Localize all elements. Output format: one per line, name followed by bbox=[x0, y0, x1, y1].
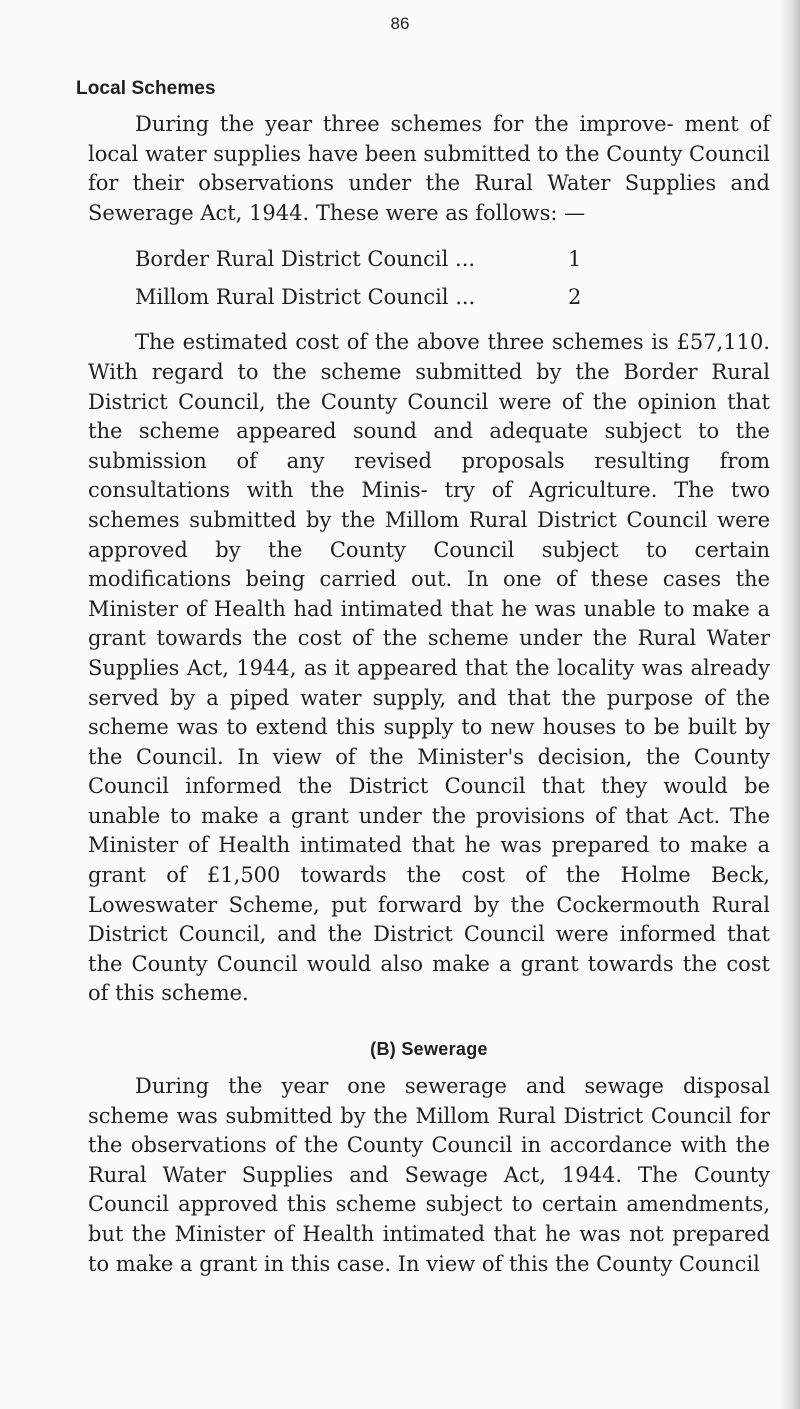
local-schemes-intro: During the year three schemes for the improve- ment of local water supplies have been submitted to the County Council for their observations under the Rural Water Supplies and Sewerage Act, 1944. These were as follows: — bbox=[88, 112, 770, 225]
sewerage-heading: (B) Sewerage bbox=[370, 1039, 488, 1060]
sewerage-body: During the year one sewerage and sewage disposal scheme was submitted by the Millom Rural District Council for the observations of the County Council in accordance with the Rural Water Supplies and Sewage Act, 1944. The County Council approved this scheme subject to certain amendments, but the Minister of Health intimated that he was not prepared to make a grant in this case. In view of this the County Council bbox=[88, 1074, 770, 1276]
list-item bbox=[88, 278, 770, 316]
page-content bbox=[76, 78, 770, 1279]
list-item bbox=[88, 240, 770, 278]
local-schemes-heading: Local Schemes bbox=[76, 78, 216, 99]
page-edge-shadow bbox=[778, 0, 800, 1409]
list-item-name: Border Rural District Council ... bbox=[135, 247, 476, 272]
list-item-count: 2 bbox=[568, 285, 582, 310]
list-item-name: Millom Rural District Council ... bbox=[135, 285, 476, 310]
page-number: 86 bbox=[390, 14, 410, 33]
local-schemes-body: The estimated cost of the above three schemes is £57,110. With regard to the scheme submitted by the Border Rural District Council, the County Council were of the opinion that the scheme appeared sound and adequate subject to the submission of any revised proposals resulting from consultations with the Minis- try of Agriculture. The two schemes submitted by the Millom Rural District Council were approved by the County Council subject to certain modifications being carried out. In one of these cases the Minister of Health had intimated that he was unable to make a grant towards the cost of the scheme under the Rural Water Supplies Act, 1944, as it appeared that the locality was already served by a piped water supply, and that the purpose of the scheme was to extend this supply to new houses to be built by the Council. In view of the Minister's decision, the County Council informed the District Council that they would be unable to make a grant under the provisions of that Act. The Minister of Health intimated that he was prepared to make a grant of £1,500 towards the cost of the Holme Beck, Loweswater Scheme, put forward by the Cockermouth Rural District Council, and the District Council were informed that the County Council would also make a grant towards the cost of this scheme. bbox=[88, 330, 770, 1006]
scheme-list bbox=[88, 240, 770, 316]
list-item-count: 1 bbox=[568, 247, 582, 272]
